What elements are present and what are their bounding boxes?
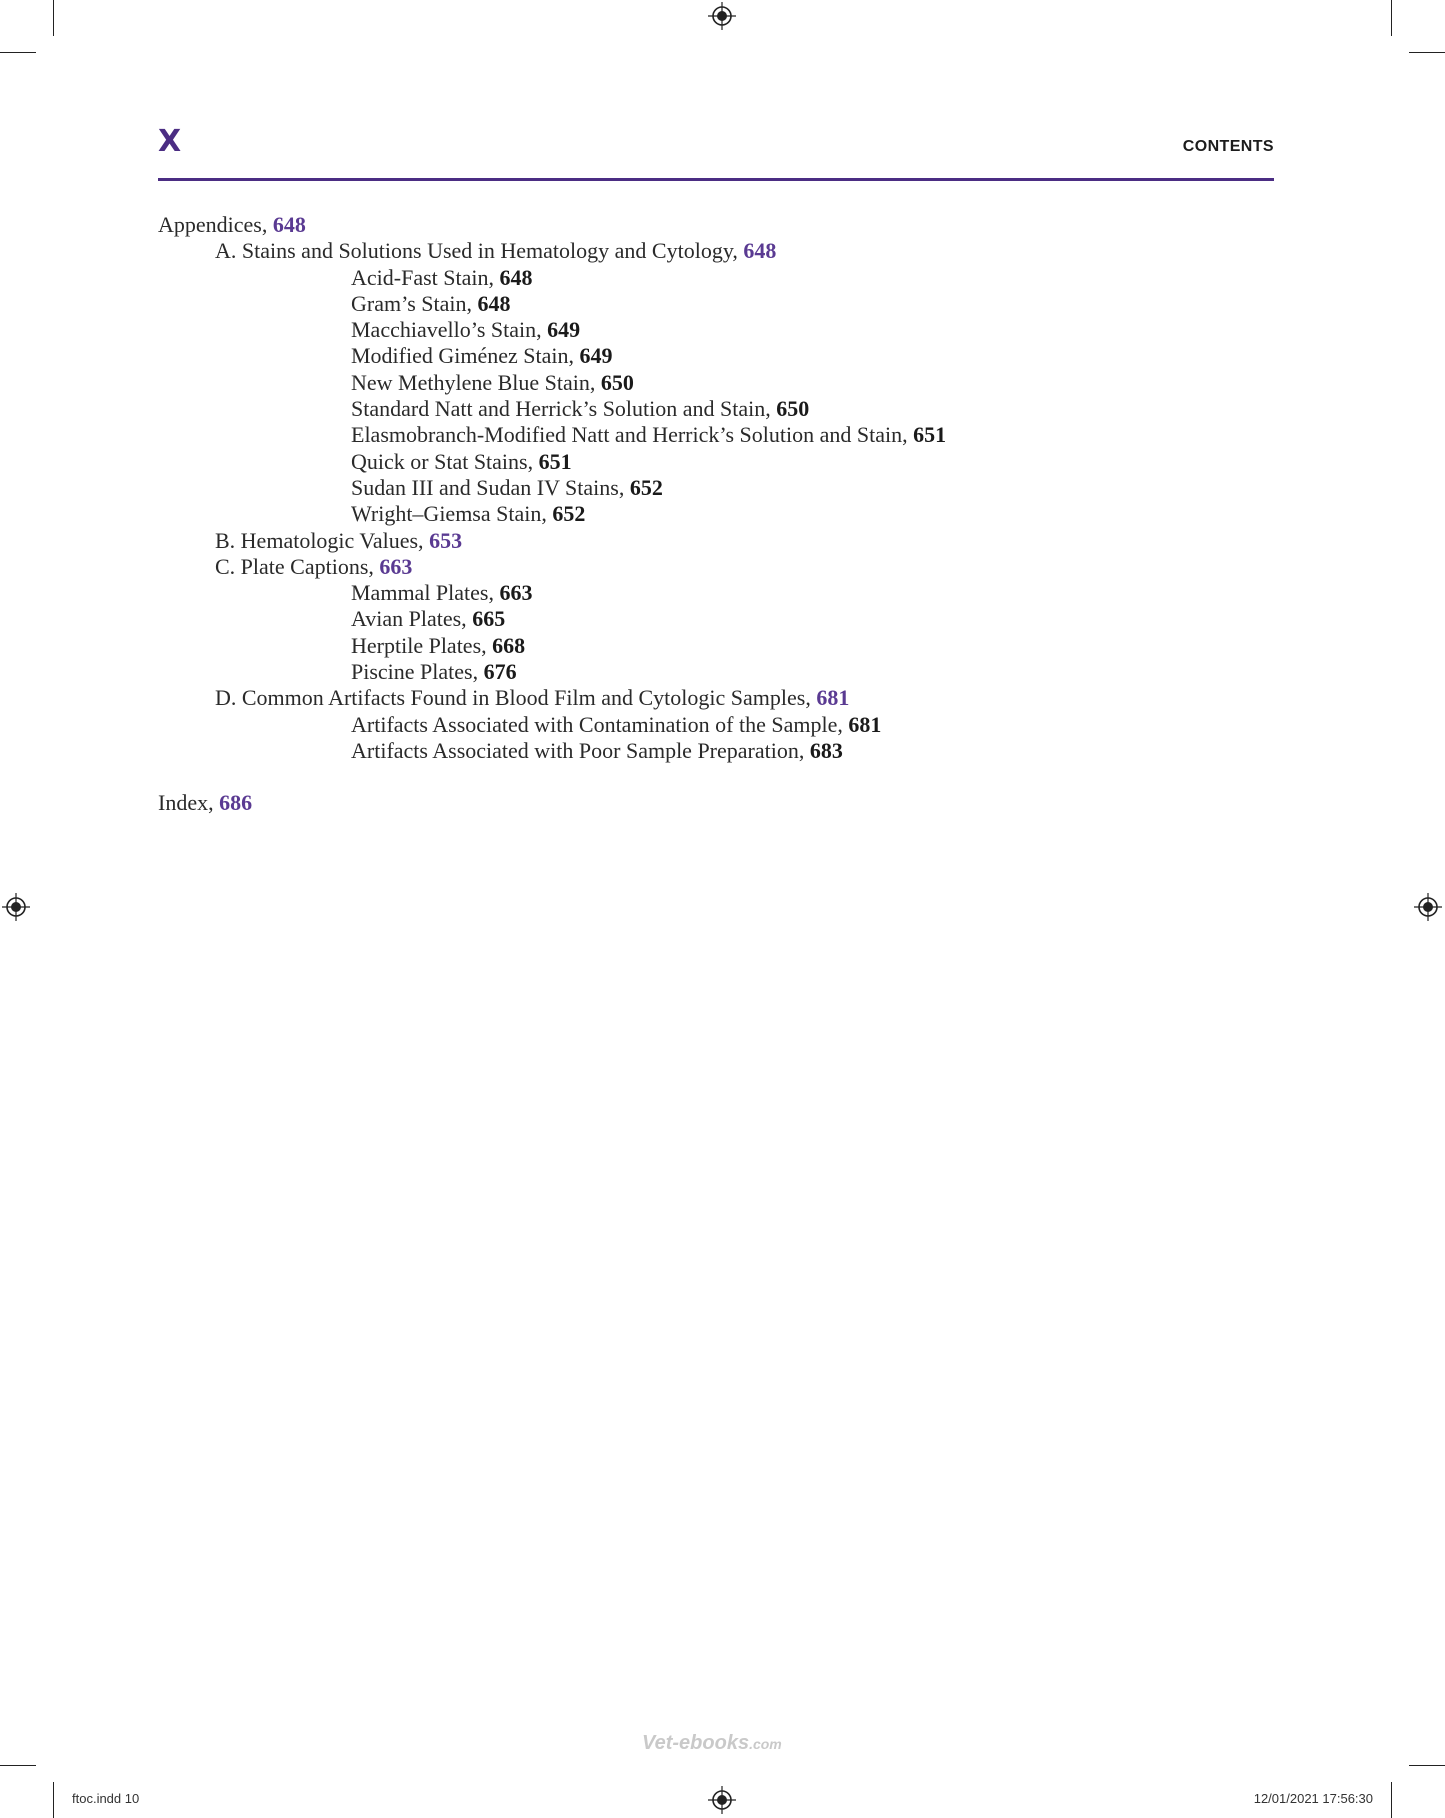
toc-entry — [158, 501, 1274, 527]
toc-entry-title: Artifacts Associated with Contamination of the Sample, — [351, 711, 849, 737]
toc-entry-page: 663 — [499, 580, 533, 606]
toc-entry-title: C. Plate Captions, — [215, 553, 380, 579]
toc-entry-page: 648 — [743, 238, 777, 264]
toc-entry-page: 665 — [472, 606, 506, 632]
crop-mark — [0, 1765, 36, 1766]
toc-entry-page: 663 — [379, 553, 413, 579]
registration-mark-icon — [708, 1786, 736, 1814]
toc-entry-page: 686 — [219, 790, 253, 816]
toc-entry-title: Standard Natt and Herrick’s Solution and Stain, — [351, 396, 777, 422]
header-rule — [158, 178, 1274, 181]
watermark-text: Vet-ebooks — [642, 1732, 750, 1754]
toc-entry-page: 651 — [538, 448, 572, 474]
watermark-suffix: .com — [749, 1736, 782, 1752]
toc-entry-title: Sudan III and Sudan IV Stains, — [351, 474, 630, 500]
toc-entry — [158, 291, 1274, 317]
toc-entry-title: D. Common Artifacts Found in Blood Film and Cytologic Samples, — [215, 685, 817, 711]
toc-entry-page: 648 — [272, 212, 306, 237]
toc-entry-title: Artifacts Associated with Poor Sample Preparation, — [351, 737, 810, 763]
toc-entry-title: Mammal Plates, — [351, 580, 500, 606]
toc-entry-title: Appendices, — [158, 212, 273, 237]
crop-mark — [1409, 1765, 1445, 1766]
toc-entry-title: B. Hematologic Values, — [215, 527, 430, 553]
registration-mark-icon — [1414, 893, 1442, 921]
toc-entry — [158, 475, 1274, 501]
toc-entry-page: 649 — [579, 343, 613, 369]
toc-entry — [158, 265, 1274, 291]
toc-entry-page: 683 — [809, 737, 843, 763]
toc-entry-page: 650 — [776, 396, 810, 422]
toc-entry — [158, 396, 1274, 422]
toc-entry-page: 648 — [499, 264, 533, 290]
running-head: CONTENTS — [1182, 138, 1274, 155]
page-number: X — [158, 124, 182, 159]
toc-entry — [158, 212, 1274, 238]
toc-entry — [158, 317, 1274, 343]
toc-entry-title: Macchiavello’s Stain, — [351, 317, 548, 343]
watermark — [642, 1732, 782, 1755]
toc-entry-title: Modified Giménez Stain, — [351, 343, 580, 369]
toc-entry-page: 650 — [600, 369, 634, 395]
toc-entry-page: 652 — [552, 501, 586, 527]
crop-mark — [1391, 0, 1392, 36]
table-of-contents — [158, 212, 1274, 817]
toc-entry — [158, 633, 1274, 659]
toc-entry — [158, 685, 1274, 711]
slug-timestamp: 12/01/2021 17:56:30 — [1253, 1791, 1373, 1806]
toc-entry-title: Wright–Giemsa Stain, — [351, 501, 553, 527]
toc-entry-title: Gram’s Stain, — [351, 290, 478, 316]
toc-entry-title: Index, — [158, 790, 220, 816]
toc-entry-page: 668 — [492, 632, 526, 658]
toc-entry-page: 681 — [848, 711, 882, 737]
toc-entry-title: Acid-Fast Stain, — [351, 264, 500, 290]
toc-entry — [158, 554, 1274, 580]
crop-mark — [53, 1782, 54, 1818]
toc-entry-title: New Methylene Blue Stain, — [351, 369, 601, 395]
toc-entry-page: 653 — [429, 527, 463, 553]
toc-entry — [158, 659, 1274, 685]
registration-mark-icon — [2, 893, 30, 921]
toc-entry — [158, 370, 1274, 396]
toc-entry — [158, 528, 1274, 554]
toc-entry — [158, 422, 1274, 448]
registration-mark-icon — [708, 2, 736, 30]
toc-entry-page: 681 — [816, 685, 850, 711]
crop-mark — [0, 52, 36, 53]
toc-entry-page: 676 — [483, 659, 517, 685]
crop-mark — [53, 0, 54, 36]
toc-entry-page: 651 — [913, 422, 947, 448]
toc-entry-title: Quick or Stat Stains, — [351, 448, 539, 474]
toc-entry — [158, 238, 1274, 264]
toc-entry-page: 652 — [629, 474, 663, 500]
toc-entry-page: 648 — [477, 290, 511, 316]
crop-mark — [1409, 52, 1445, 53]
toc-entry — [158, 712, 1274, 738]
toc-entry — [158, 449, 1274, 475]
toc-entry — [158, 606, 1274, 632]
toc-entry — [158, 738, 1274, 764]
crop-mark — [1391, 1782, 1392, 1818]
toc-entry-title: A. Stains and Solutions Used in Hematology and Cytology, — [215, 238, 744, 264]
toc-entry — [158, 580, 1274, 606]
toc-entry-title: Piscine Plates, — [351, 659, 484, 685]
toc-entry-title: Avian Plates, — [351, 606, 473, 632]
toc-entry-title: Herptile Plates, — [351, 632, 493, 658]
slug-file-info: ftoc.indd 10 — [72, 1791, 140, 1806]
toc-entry-title: Elasmobranch-Modified Natt and Herrick’s Solution and Stain, — [351, 422, 914, 448]
toc-entry-page: 649 — [547, 317, 581, 343]
toc-entry — [158, 790, 1274, 816]
toc-entry — [158, 343, 1274, 369]
